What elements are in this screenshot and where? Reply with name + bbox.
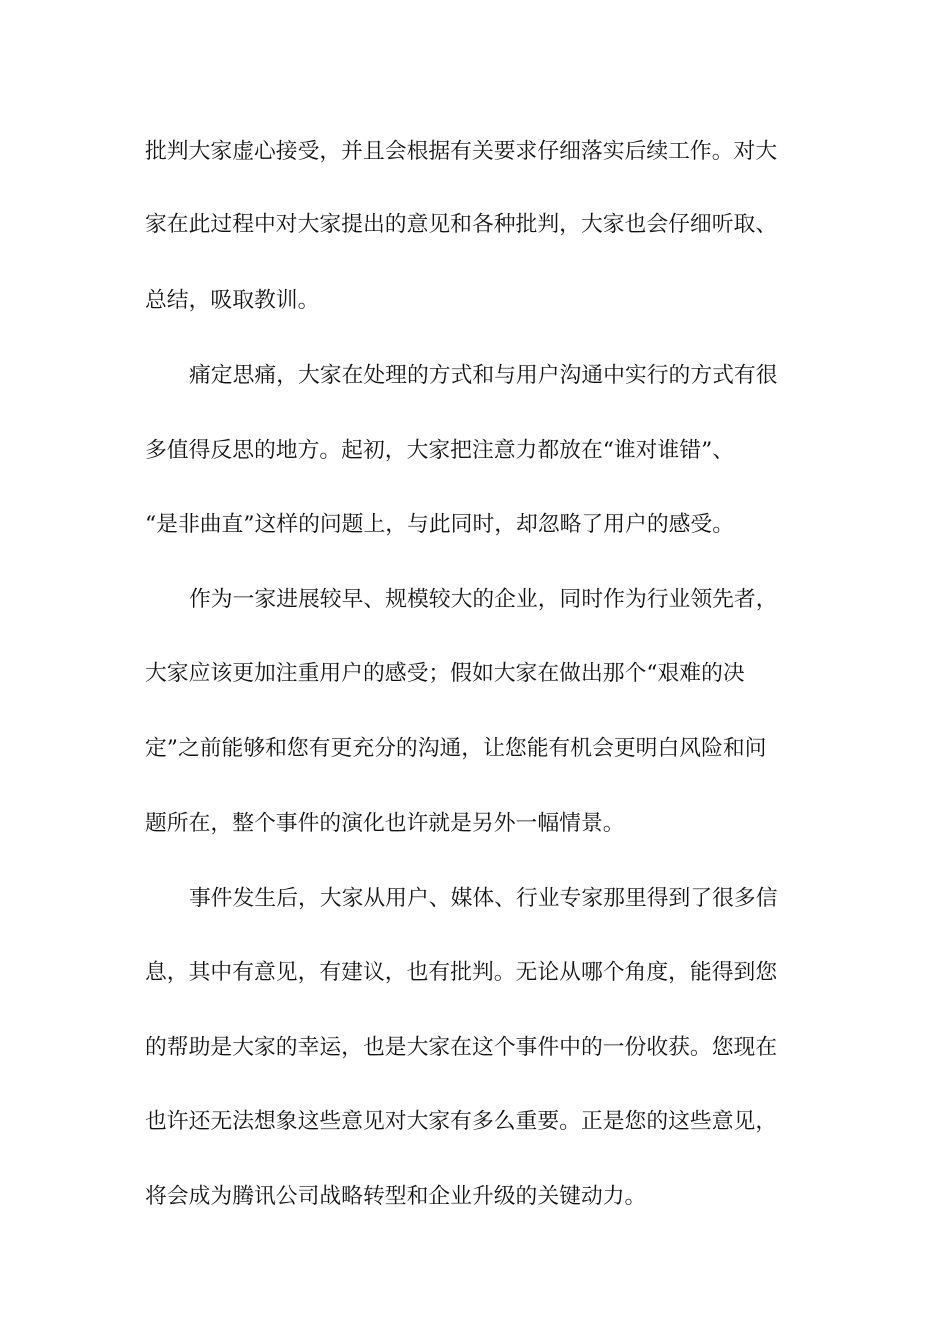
text-line-1: 批判大家虚心接受，并且会根据有关要求仔细落实后续工作。对大 [145,139,778,164]
text-line-13: 的帮助是大家的幸运，也是大家在这个事件中的一份收获。您现在 [145,1035,778,1060]
text-line-14: 也许还无法想象这些意见对大家有多么重要。正是您的这些意见， [145,1109,778,1134]
text-line-12: 息，其中有意见，有建议，也有批判。无论从哪个角度，能得到您 [145,960,778,985]
text-line-3: 总结，吸取教训。 [145,288,320,313]
text-line-6: “是非曲直”这样的问题上，与此同时，却忽略了用户的感受。 [145,512,735,537]
text-line-4: 痛定思痛，大家在处理的方式和与用户沟通中实行的方式有很 [189,363,778,388]
text-line-2: 家在此过程中对大家提出的意见和各种批判，大家也会仔细听取、 [145,212,778,237]
text-line-10: 题所在，整个事件的演化也许就是另外一幅情景。 [145,811,625,836]
text-line-11: 事件发生后，大家从用户、媒体、行业专家那里得到了很多信 [189,886,778,911]
text-line-9: 定”之前能够和您有更充分的沟通，让您能有机会更明白风险和问 [145,736,767,761]
text-line-8: 大家应该更加注重用户的感受；假如大家在做出那个“艰难的决 [145,661,745,686]
text-line-7: 作为一家进展较早、规模较大的企业，同时作为行业领先者， [189,587,778,612]
text-line-15: 将会成为腾讯公司战略转型和企业升级的关键动力。 [145,1184,647,1209]
text-line-5: 多值得反思的地方。起初，大家把注意力都放在“谁对谁错”、 [145,438,735,463]
